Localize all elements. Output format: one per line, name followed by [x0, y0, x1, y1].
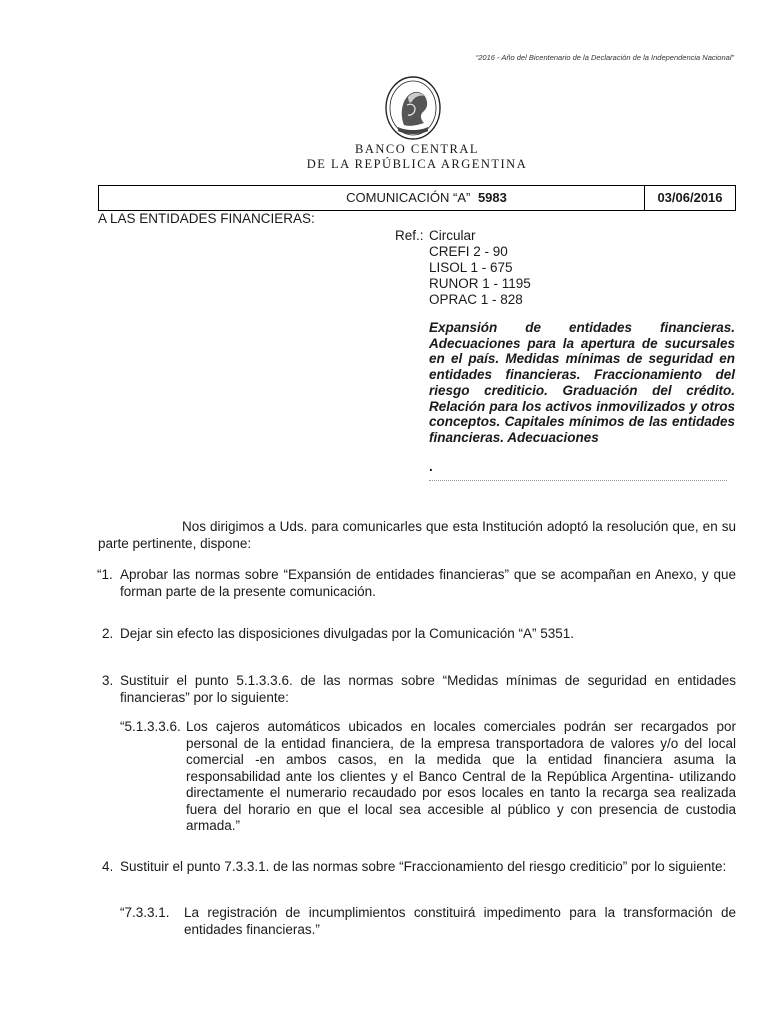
item-number: “1.	[97, 567, 113, 582]
header-motto: “2016 - Año del Bicentenario de la Declaración de la Independencia Nacional”	[475, 53, 734, 62]
provision-text: Los cajeros automáticos ubicados en locales comerciales podrán ser recargados por personal de la entidad financiera, de la empresa transportadora de valores y/o del local comercial -en ambos casos, en la medida que la entidad financiera asuma la responsabilidad ante los clientes y el Banco Central de la República Argentina- utilizando directamente el numerario recaudado por esos locales en tanto la recarga sea realizada fuera del horario en que el local sea accesible al público y con presencia de custodia armada.”	[186, 719, 736, 833]
reference-item: OPRAC 1 - 828	[429, 292, 523, 307]
communication-number: 5983	[477, 190, 507, 205]
bank-name-line1: BANCO CENTRAL	[354, 142, 480, 156]
subject-dot: .	[429, 459, 433, 474]
item-text: Sustituir el punto 7.3.3.1. de las normas sobre “Fraccionamiento del riesgo crediticio” por lo siguiente:	[120, 859, 727, 874]
numbered-item	[98, 859, 736, 876]
reference-item: CREFI 2 - 90	[429, 244, 508, 259]
subject-text: Expansión de entidades financieras. Adecuaciones para la apertura de sucursales en el país. Medidas mínimas de seguridad en entidades financieras. Fraccionamiento del riesgo crediticio. Graduación del crédito. Relación para los activos inmovilizados y otros conceptos. Capitales mínimos de las entidades financieras. Adecuaciones	[429, 320, 735, 445]
item-text: Aprobar las normas sobre “Expansión de entidades financieras” que se acompañan en Anexo, y que forman parte de la presente comunicación.	[120, 567, 736, 599]
communication-label: COMUNICACIÓN “A”	[346, 190, 471, 205]
reference-list	[429, 228, 531, 308]
reference-item: Circular	[429, 228, 476, 243]
numbered-item	[98, 626, 736, 643]
intro-paragraph: Nos dirigimos a Uds. para comunicarles que esta Institución adoptó la resolución que, en su parte pertinente, dispone:	[98, 519, 736, 551]
quoted-provision	[120, 719, 736, 835]
provision-number: “7.3.3.1.	[120, 905, 170, 920]
argentine-effigy-seal-icon	[384, 75, 442, 141]
numbered-item	[98, 567, 736, 600]
item-number: 3.	[102, 673, 114, 688]
reference-label: Ref.:	[395, 228, 424, 243]
reference-item: LISOL 1 - 675	[429, 260, 513, 275]
reference-item: RUNOR 1 - 1195	[429, 276, 531, 291]
bank-name-line2: DE LA REPÚBLICA ARGENTINA	[306, 157, 528, 171]
addressee: A LAS ENTIDADES FINANCIERAS:	[98, 211, 315, 226]
item-number: 2.	[102, 626, 114, 641]
quoted-provision	[120, 905, 736, 938]
subject-divider	[429, 480, 727, 481]
item-text: Sustituir el punto 5.1.3.3.6. de las normas sobre “Medidas mínimas de seguridad en entidades financieras” por lo siguiente:	[120, 673, 736, 705]
communication-date: 03/06/2016	[657, 190, 723, 205]
item-text: Dejar sin efecto las disposiciones divulgadas por la Comunicación “A” 5351.	[120, 626, 574, 641]
communication-title	[99, 186, 645, 210]
item-number: 4.	[102, 859, 114, 874]
communication-header-box	[98, 185, 736, 211]
provision-number: “5.1.3.3.6.	[120, 719, 181, 734]
provision-text: La registración de incumplimientos constituirá impedimento para la transformación de entidades financieras.”	[184, 905, 736, 937]
numbered-item	[98, 673, 736, 706]
